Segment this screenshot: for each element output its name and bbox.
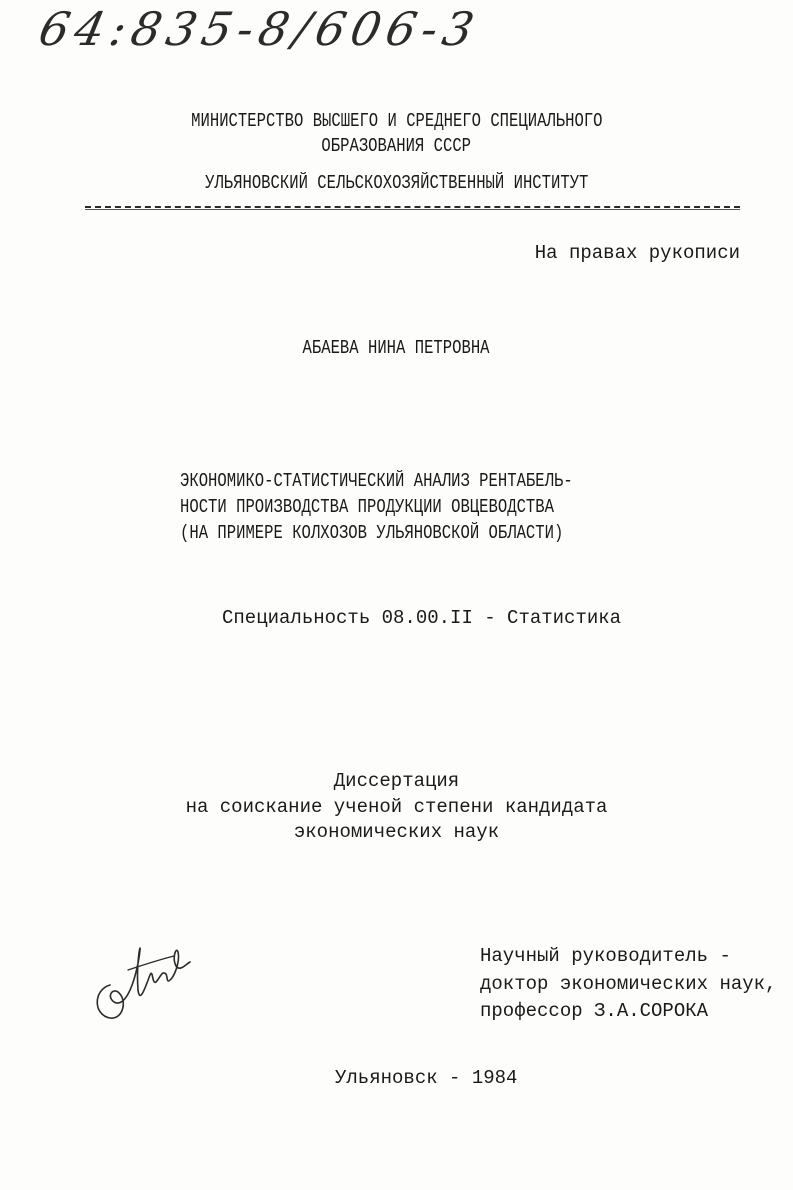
author-name [0, 337, 793, 359]
thesis-title-line-3 [180, 522, 647, 544]
manuscript-note: На правах рукописи [534, 242, 740, 264]
ministry-line-2 [0, 135, 793, 157]
supervisor-line-2: доктор экономических наук, [480, 973, 777, 995]
institute-name-text: УЛЬЯНОВСКИЙ СЕЛЬСКОХОЗЯЙСТВЕННЫЙ ИНСТИТУТ [204, 172, 589, 194]
ministry-line-1-text: МИНИСТЕРСТВО ВЫСШЕГО И СРЕДНЕГО СПЕЦИАЛЬНОГО [190, 110, 603, 132]
handwritten-catalog-code: 64:835-8/606-3 [34, 2, 485, 56]
place-year: Ульяновск - 1984 [335, 1067, 518, 1089]
supervisor-line-3: профессор З.А.СОРОКА [480, 1000, 709, 1022]
author-name-text: АБАЕВА НИНА ПЕТРОВНА [302, 337, 490, 359]
thesis-title-line-2 [180, 496, 636, 518]
dissertation-line-2: на соискание ученой степени кандидата [185, 796, 608, 818]
ministry-line-2-text: ОБРАЗОВАНИЯ СССР [321, 135, 472, 157]
institute-name [0, 172, 793, 194]
dissertation-line-3: экономических наук [293, 821, 500, 843]
handwritten-signature [88, 930, 198, 1030]
dissertation-line-1: Диссертация [333, 770, 460, 792]
header-divider-underline [85, 209, 740, 210]
supervisor-line-1: Научный руководитель - [480, 945, 731, 967]
ministry-line-1 [0, 110, 793, 132]
thesis-title-line-1 [180, 470, 659, 492]
specialty: Специальность 08.00.II - Статистика [222, 607, 622, 629]
header-divider [85, 206, 740, 208]
thesis-title-line-3-text: (НА ПРИМЕРЕ КОЛХОЗОВ УЛЬЯНОВСКОЙ ОБЛАСТИ) [180, 522, 564, 544]
thesis-title-line-2-text: НОСТИ ПРОИЗВОДСТВА ПРОДУКЦИИ ОВЦЕВОДСТВА [180, 496, 554, 518]
thesis-title-line-1-text: ЭКОНОМИКО-СТАТИСТИЧЕСКИЙ АНАЛИЗ РЕНТАБЕЛЬ- [180, 470, 573, 492]
